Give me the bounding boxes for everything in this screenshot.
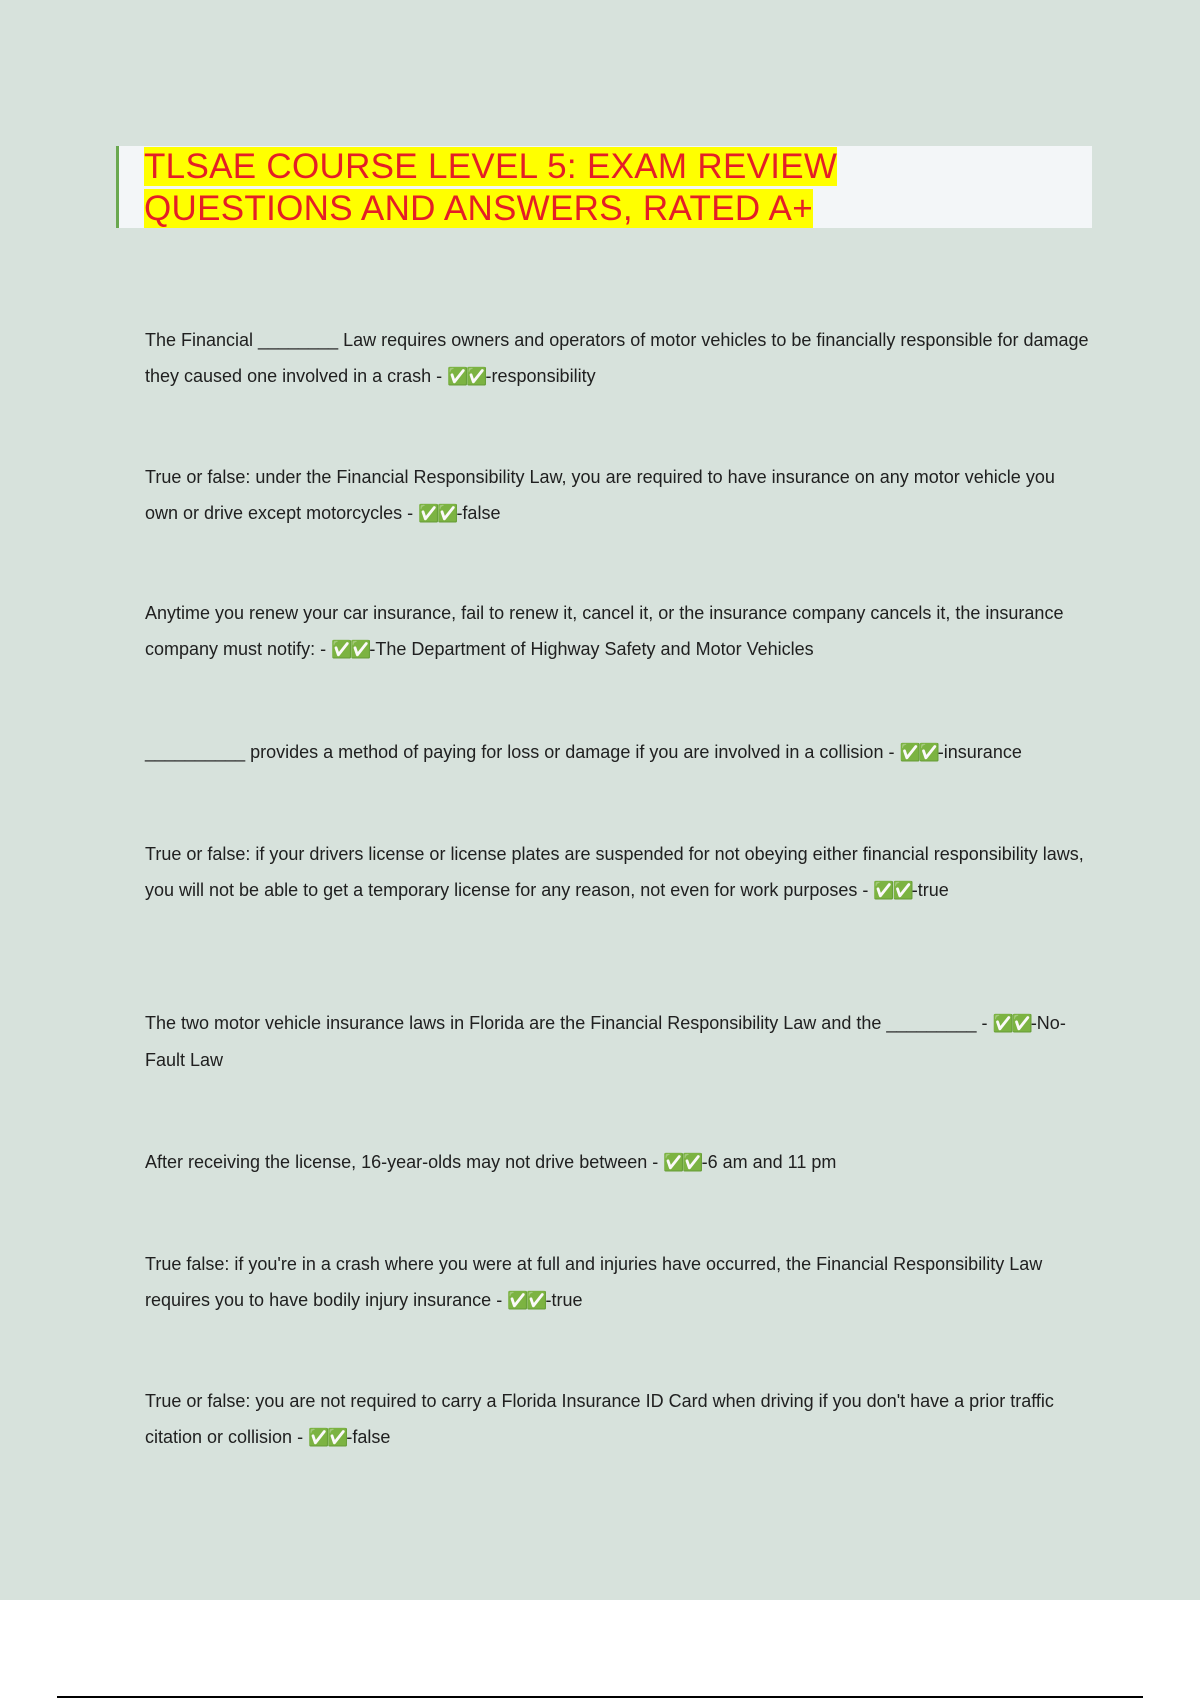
double-check-icon: ✅✅ xyxy=(899,743,938,762)
answer-text: -6 am and 11 pm xyxy=(701,1152,837,1172)
double-check-icon: ✅✅ xyxy=(507,1291,546,1310)
double-check-icon: ✅✅ xyxy=(992,1014,1031,1033)
question-text: Anytime you renew your car insurance, fail to renew it, cancel it, or the insurance company cancels it, the insurance company must notify: - xyxy=(145,603,1064,659)
qa-item xyxy=(145,1144,1090,1181)
qa-item xyxy=(145,734,1090,771)
question-text: The Financial ________ Law requires owners and operators of motor vehicles to be financially responsible for damage they caused one involved in a crash - xyxy=(145,330,1089,386)
double-check-icon: ✅✅ xyxy=(331,640,370,659)
answer-text: -The Department of Highway Safety and Motor Vehicles xyxy=(369,639,814,659)
qa-item xyxy=(145,322,1090,395)
answer-text: -false xyxy=(456,503,501,523)
question-text: __________ provides a method of paying for loss or damage if you are involved in a collision - xyxy=(145,742,900,762)
question-text: True false: if you're in a crash where you were at full and injuries have occurred, the Financial Responsibility Law requires you to have bodily injury insurance - xyxy=(145,1254,1043,1310)
qa-item xyxy=(145,595,1090,668)
answer-text: -true xyxy=(911,880,949,900)
double-check-icon: ✅✅ xyxy=(308,1428,347,1447)
question-text: After receiving the license, 16-year-olds may not drive between - xyxy=(145,1152,664,1172)
document-title xyxy=(144,146,1064,230)
question-text: True or false: under the Financial Responsibility Law, you are required to have insurance on any motor vehicle you own or drive except motorcycles - xyxy=(145,467,1055,523)
question-text: True or false: you are not required to carry a Florida Insurance ID Card when driving if you don't have a prior traffic citation or collision - xyxy=(145,1391,1054,1447)
answer-text: -false xyxy=(346,1427,391,1447)
qa-item xyxy=(145,1005,1090,1078)
qa-item xyxy=(145,459,1090,532)
qa-item xyxy=(145,1246,1090,1319)
double-check-icon: ✅✅ xyxy=(418,504,457,523)
question-text: True or false: if your drivers license or license plates are suspended for not obeying either financial responsibility laws, you will not be able to get a temporary license for any reason, not even for work purposes - xyxy=(145,844,1084,900)
qa-item xyxy=(145,836,1090,909)
answer-text: -insurance xyxy=(937,742,1022,762)
title-accent-bar xyxy=(116,146,119,228)
footer-divider xyxy=(57,1696,1143,1698)
title-line-1: TLSAE COURSE LEVEL 5: EXAM REVIEW xyxy=(144,147,838,186)
answer-text: -No-Fault Law xyxy=(145,1013,1066,1070)
double-check-icon: ✅✅ xyxy=(873,881,912,900)
title-block xyxy=(116,146,1092,228)
double-check-icon: ✅✅ xyxy=(663,1153,702,1172)
answer-text: -responsibility xyxy=(485,366,596,386)
answer-text: -true xyxy=(545,1290,583,1310)
double-check-icon: ✅✅ xyxy=(447,367,486,386)
title-line-2: QUESTIONS AND ANSWERS, RATED A+ xyxy=(144,189,813,228)
question-text: The two motor vehicle insurance laws in Florida are the Financial Responsibility Law and the _________ - xyxy=(145,1013,993,1033)
qa-item xyxy=(145,1383,1090,1456)
